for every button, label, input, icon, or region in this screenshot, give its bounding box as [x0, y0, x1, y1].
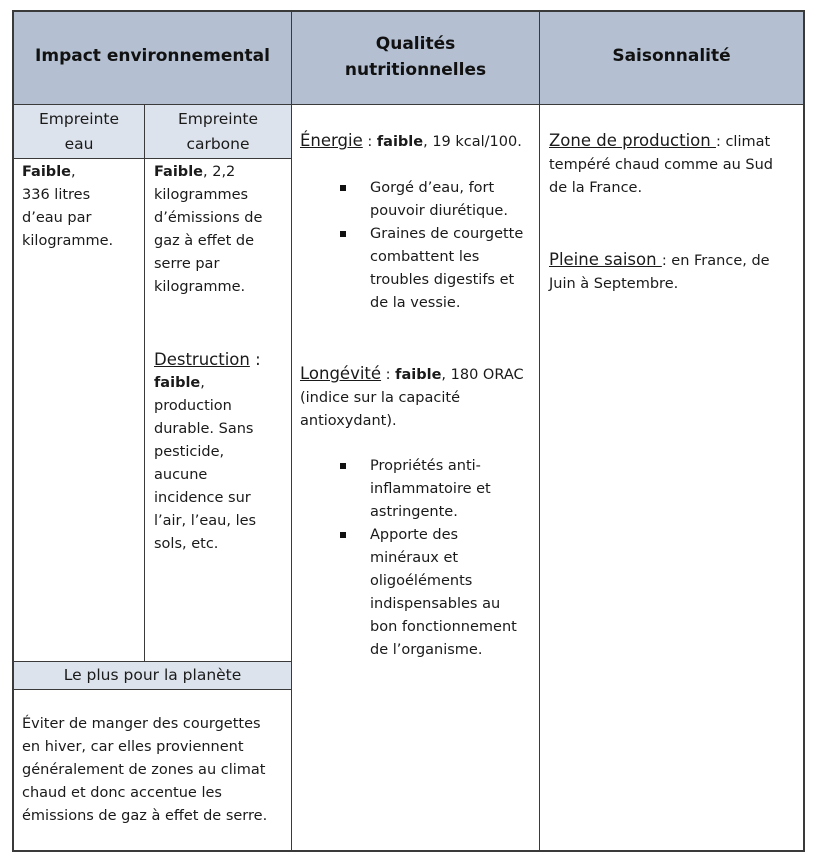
destruction-line-1	[154, 372, 290, 395]
plus-text-2: généralement de zones au climat	[22, 762, 266, 778]
longevite-bullet-1-line-3: astringente.	[370, 504, 458, 520]
plus-text-4: émissions de gaz à effet de serre.	[22, 808, 268, 824]
longevite-text-0: (indice sur la capacité	[300, 390, 461, 406]
subheader-eau-line2: eau	[64, 135, 94, 153]
zone-sep: : climat	[715, 134, 771, 150]
longevite-value: , 180 ORAC	[441, 367, 524, 383]
longevite-label: Longévité	[300, 364, 382, 383]
zone-line	[549, 129, 799, 154]
carbone-value: , 2,2	[203, 164, 236, 180]
energie-bullets	[334, 177, 538, 315]
table-border-bottom	[13, 850, 805, 852]
carbone-level: Faible	[154, 164, 203, 180]
energie-level: faible	[376, 134, 424, 150]
destruction-text-5: incidence sur	[154, 490, 251, 506]
plus-text-1: en hiver, car elles proviennent	[22, 739, 244, 755]
zone-label: Zone de production	[549, 131, 716, 150]
longevite-bullet-2	[334, 524, 538, 662]
energie-line	[300, 129, 538, 154]
pleine-label: Pleine saison	[549, 250, 662, 269]
destruction-text-1: production	[154, 398, 232, 414]
destruction-text-0: ,	[200, 375, 205, 391]
plus-bottom-divider	[13, 689, 291, 690]
longevite-block	[300, 362, 538, 433]
pleine-line	[549, 248, 799, 273]
eau-content	[22, 161, 142, 253]
energie-bullet-1-line-1: Gorgé d’eau, fort	[370, 180, 495, 196]
carbone-text-2: gaz à effet de	[154, 233, 255, 249]
longevite-bullet-1-line-2: inflammatoire et	[370, 481, 491, 497]
longevite-sep: :	[381, 367, 396, 383]
longevite-bullet-1-line-1: Propriétés anti-	[370, 458, 481, 474]
header-qualites-line1: Qualités	[375, 34, 456, 54]
carbone-text-3: serre par	[154, 256, 220, 272]
longevite-line	[300, 362, 538, 387]
plus-text-3: chaud et donc accentue les	[22, 785, 222, 801]
zone-block	[549, 129, 799, 200]
energie-bullet-2-line-4: de la vessie.	[370, 295, 461, 311]
eau-text-0: ,	[71, 164, 76, 180]
header-divider	[13, 104, 804, 105]
destruction-sep: :	[249, 350, 261, 369]
destruction-content	[154, 347, 290, 556]
energie-sep: :	[362, 134, 377, 150]
table-border-top	[13, 10, 805, 12]
longevite-bullet-2-line-3: oligoéléments	[370, 573, 473, 589]
carbone-text-4: kilogramme.	[154, 279, 246, 295]
destruction-level: faible	[154, 375, 201, 391]
column-divider-2	[539, 11, 540, 851]
pleine-sep: : en France, de	[661, 253, 770, 269]
destruction-text-7: sols, etc.	[154, 536, 219, 552]
destruction-text-6: l’air, l’eau, les	[154, 513, 257, 529]
energie-value: , 19 kcal/100.	[423, 134, 522, 150]
longevite-bullet-1	[334, 455, 538, 524]
column-divider-1	[291, 11, 292, 851]
destruction-text-3: pesticide,	[154, 444, 225, 460]
table-border-right	[803, 10, 805, 852]
energie-label: Énergie	[300, 131, 363, 150]
subheader-empreinte-eau	[14, 107, 144, 157]
header-qualites-line2: nutritionnelles	[344, 60, 487, 80]
pleine-text-0: Juin à Septembre.	[549, 276, 679, 292]
subheader-eau-line1: Empreinte	[38, 110, 120, 128]
longevite-bullet-2-line-4: indispensables au	[370, 596, 501, 612]
longevite-text-1: antioxydant).	[300, 413, 397, 429]
eau-line-1	[22, 161, 142, 184]
destruction-label: Destruction	[154, 350, 250, 369]
plus-title: Le plus pour la planète	[63, 666, 242, 684]
zone-text-1: de la France.	[549, 180, 643, 196]
longevite-level: faible	[395, 367, 442, 383]
subheader-empreinte-carbone	[145, 107, 291, 157]
plus-content	[22, 713, 290, 828]
eau-text-2: d’eau par	[22, 210, 92, 226]
destruction-text-2: durable. Sans	[154, 421, 254, 437]
carbone-content	[154, 161, 290, 299]
energie-bullet-2-line-1: Graines de courgette	[370, 226, 524, 242]
energie-bullet-2-line-2: combattent les	[370, 249, 480, 265]
zone-text-0: tempéré chaud comme au Sud	[549, 157, 773, 173]
plus-text-0: Éviter de manger des courgettes	[22, 716, 261, 732]
energie-bullet-2-line-3: troubles digestifs et	[370, 272, 515, 288]
eau-level: Faible	[22, 164, 71, 180]
energie-bullet-1	[334, 177, 538, 223]
header-saisonnalite: Saisonnalité	[612, 46, 731, 66]
header-impact: Impact environnemental	[35, 46, 270, 66]
subheader-carbone-line2: carbone	[186, 135, 250, 153]
carbone-line-1	[154, 161, 290, 184]
eau-text-1: 336 litres	[22, 187, 91, 203]
longevite-bullet-2-line-2: minéraux et	[370, 550, 459, 566]
eau-text-3: kilogramme.	[22, 233, 114, 249]
energie-bullet-2	[334, 223, 538, 315]
subheader-divider	[13, 158, 291, 159]
plus-top-divider	[13, 661, 291, 662]
subheader-carbone-line1: Empreinte	[177, 110, 259, 128]
subcolumn-divider	[144, 105, 145, 661]
carbone-text-1: d’émissions de	[154, 210, 263, 226]
pleine-block	[549, 248, 799, 296]
longevite-bullet-2-line-6: de l’organisme.	[370, 642, 483, 658]
longevite-bullet-2-line-5: bon fonctionnement	[370, 619, 517, 635]
destruction-heading	[154, 347, 290, 372]
destruction-text-4: aucune	[154, 467, 208, 483]
energie-bullet-1-line-2: pouvoir diurétique.	[370, 203, 508, 219]
longevite-bullets	[334, 455, 538, 662]
carbone-text-0: kilogrammes	[154, 187, 249, 203]
header-qualites	[292, 31, 539, 83]
longevite-bullet-2-line-1: Apporte des	[370, 527, 459, 543]
